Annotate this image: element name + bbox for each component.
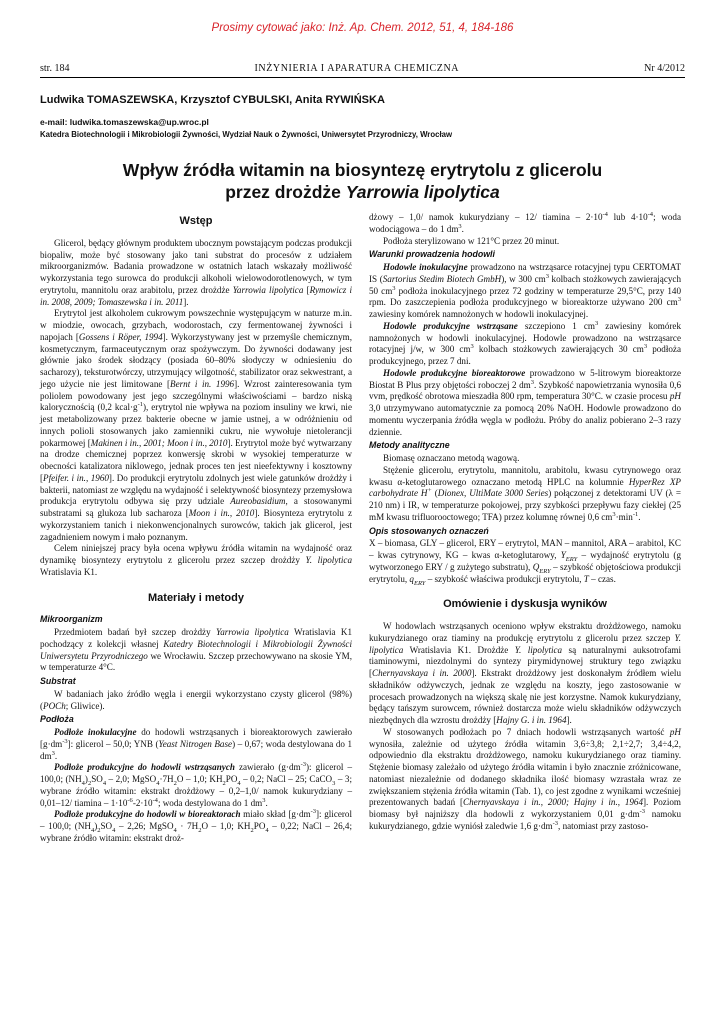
left-column bbox=[40, 212, 352, 845]
running-header bbox=[40, 63, 685, 74]
symbols-paragraph: X – biomasa, GLY – glicerol, ERY – erytrytol, MAN – mannitol, ARA – arabitol, KC – kwas cytrynowy, KG – kwas α-ketoglutarowy, $Y_{ERY}$ – wydajność erytrytolu (g wytworzonego ERY / g zużytego substratu), $Q_{ERY}$ – szybkość objętościowa produkcji erytrytolu, $q_{ERY}$ – szybkość właściwa produkcji erytrytolu, T – czas. bbox=[369, 538, 682, 587]
intro-paragraph-3: Celem niniejszej pracy była ocena wpływu źródła witamin na wydajność oraz dynamikę biosyntezy erytrytolu z glicerolu przez szczep drożdży Y. lipolytica Wratislavia K1. bbox=[40, 543, 352, 577]
media-paragraph-3-continued: dżowy – 1,0/ namok kukurydziany – 12/ $tiamina - 2\cdot 10^{-4}$ lub $4\cdot 10^{-4}$; woda wodociągowa – do 1 $dm^3$. bbox=[369, 210, 681, 234]
subheading-media: Podłoża bbox=[40, 714, 74, 725]
affiliation: Katedra Biotechnologii i Mikrobiologii Żywności, Wydział Nauk o Żywności, Uniwersytet Przyrodniczy, Wrocław bbox=[40, 130, 453, 139]
journal-name: INŻYNIERIA I APARATURA CHEMICZNA bbox=[254, 63, 460, 74]
section-heading-results: Omówienie i dyskusja wyników bbox=[443, 598, 607, 611]
analytical-paragraph-1: Biomasę oznaczano metodą wagową. bbox=[383, 453, 520, 463]
results-paragraph-2: W stosowanych podłożach po 7 dniach hodowli wstrząsanych wartość pH wynosiła, zależnie od użytego źródła witamin 3,6÷3,8; 2,1÷2,7; 3,4÷4,2, odpowiednio dla ekstraktu drożdżowego, namoku kukurydzianego oraz tiaminy. Stężenie biomasy zależało od użytego źródła witamin i było znacznie zróżnicowane, natomiast niezależnie od dodanego składnika ilość biomasy wzrastała wraz ze zwiększaniem stężenia źródła witamin (Tab. 1), co jest zgodne z wynikami wcześniej prezentowanych badań [Chernyavskaya i in., 2000; Hajny i in., 1964]. Poziom biomasy był najniższy dla hodowli z wykorzystaniem 0,01 $g\cdot dm^{-3}$ namoku kukurydzianego, gdzie wyniósł zaledwie 1,6 $g\cdot dm^{-3}$, natomiast przy zastoso- bbox=[369, 726, 681, 831]
subheading-analytical: Metody analityczne bbox=[369, 440, 450, 451]
citation-note: Prosimy cytować jako: Inż. Ap. Chem. 2012, 51, 4, 184-186 bbox=[211, 22, 514, 34]
section-heading-intro: Wstęp bbox=[179, 215, 213, 227]
header-rule bbox=[40, 77, 685, 78]
subheading-microorganism: Mikroorganizm bbox=[40, 614, 103, 625]
analytical-paragraph-2: Stężenie glicerolu, erytrytolu, mannitolu, arabitolu, kwasu cytrynowego oraz kwasu α-ketoglutarowego oznaczano metodą HPLC na kolumnie HyperRez XP carbohydrate H+ (Dionex, UltiMate 3000 Series) połączonej z detektorami UV (λ = 210 nm) i IR, w temperaturze pokojowej, przy szybkości przepływu fazy ciekłej (25 mM kwasu trifluorooctowego; TFA) przez kolumnę równej 0,6 $cm^3\cdot\min^{-1}$. bbox=[369, 464, 681, 522]
paper-title bbox=[40, 159, 685, 203]
microorganism-paragraph: Przedmiotem badań był szczep drożdży Yarrowia lipolytica Wratislavia K1 pochodzący z kolekcji własnej Katedry Biotechnologii i Mikrobiologii Żywności Uniwersytetu Przyrodniczego we Wrocławiu. Szczep przechowywano na skosie YM, w temperaturze 4°C. bbox=[40, 627, 353, 673]
page-number: str. 184 bbox=[40, 63, 70, 74]
subheading-cultivation: Warunki prowadzenia hodowli bbox=[369, 249, 495, 260]
section-heading-methods: Materiały i metody bbox=[148, 591, 244, 604]
media-paragraph-3: Podłoże produkcyjne do hodowli w bioreaktorach miało skład $[g\cdot dm^{-3}]$: glicerol – 100,0; $(NH_4)_2SO_4 - 2,26$; MgSO$_4$ · $7H_2O - 1,0$; $KH_2PO_4 - 0,22$; NaCl – 26,4; wybrane źródło witamin: ekstrakt droż- bbox=[40, 808, 353, 843]
email: e-mail: ludwika.tomaszewska@up.wroc.pl bbox=[40, 117, 209, 127]
authors: Ludwika TOMASZEWSKA, Krzysztof CYBULSKI, Anita RYWIŃSKA bbox=[40, 94, 385, 106]
intro-paragraph-1: Glicerol, będący głównym produktem ubocznym powstającym podczas produkcji biopaliw, może być stosowany jako tani substrat do procesów z udziałem mikroorganizmów. Badania prowadzone w ostatnich latach wskazały możliwość wykorzystania tego surowca do produkcji alkoholi wielowodorotlenowych, w tym erytrytolu, mannitolu oraz arabitolu, przez drożdże Yarrowia lipolytica [Rymowicz i in. 2008, 2009; Tomaszewska i in. 2011]. bbox=[40, 237, 352, 307]
issue-number: Nr 4/2012 bbox=[644, 63, 685, 74]
substrate-paragraph: W badaniach jako źródło węgla i energii wykorzystano czysty glicerol (98%) (POCh; Gliwice). bbox=[40, 688, 352, 711]
title-line-2 bbox=[40, 181, 685, 203]
results-paragraph-1: W hodowlach wstrząsanych oceniono wpływ ekstraktu drożdżowego, namoku kukurydzianego oraz tiaminy na produkcję erytrytolu z glicerolu przez szczep Y. lipolytica Wratislavia K1. Drożdże Y. lipolytica są naturalnymi auksotrofami tiaminowymi, niezdolnymi do syntezy pirymidynowej struktury tego związku [Chernyavskaya i in. 2000]. Ekstrakt drożdżowy jest doskonałym źródłem wielu składników odżywczych, jednak ze względu na koszty, jego zastosowanie w procesach prowadzonych na większą skalę nie jest korzystne. Namok kukurydziany, będący tańszym surowcem, również dostarcza może wielu składników odżywczych niezbędnych dla wzrostu drożdży [Hajny G. i in. 1964]. bbox=[369, 621, 681, 725]
cultivation-paragraph-2: Hodowle produkcyjne wstrząsane szczepiono 1 $cm^3$ zawiesiny komórek namnożonych w hodowli inokulacyjnej. Hodowle prowadzono na wstrząsarce rotacyjnej j/w, w 300 $cm^3$ kolbach stożkowych zawierających 30 $cm^3$ podłoża produkcyjnego, przez 7 dni. bbox=[369, 319, 682, 366]
media-paragraph-1: Podłoże inokulacyjne do hodowli wstrząsanych i bioreaktorowych zawierało $[g\cdot dm^{-3}]$: glicerol – 50,0; YNB (Yeast Nitrogen Base) – 0,67; woda destylowana do 1 $dm^3$. bbox=[40, 727, 352, 761]
sterilization-paragraph: Podłoża sterylizowano w 121°C przez 20 minut. bbox=[383, 235, 560, 246]
title-species: Yarrowia lipolytica bbox=[345, 182, 500, 202]
intro-paragraph-2: Erytrytol jest alkoholem cukrowym powszechnie występującym w naturze m.in. w miodzie, owocach, grzybach, wodorostach, czy fermentowanej żywności i napojach [Gossens i Röper, 1994]. Wykorzystywany jest w przemyśle chemicznym, kosmetycznym, farmaceutycznym oraz spożywczym. Do żywności dodawany jest głównie jako środek słodzący (posiada 60–80% słodyczy w odniesieniu do sacharozy), teksturotwórczy, utrzymujący wilgotność, stabilizator oraz sekwestrant, a jego użycie nie jest limitowane [Bernt i in. 1996]. Wzrost zainteresowania tym poliolem powodowany jest jego szczególnymi właściwościami – bardzo niską kalorycznością (0,2 $kcal\cdot g^{-1}$), erytrytol nie wpływa na poziom insuliny we krwi, nie jest metabolizowany przez bakterie obecne w jamie ustnej, a w odróżnieniu od innych polioli stosowanych jako zamienniki cukru, nie wywołuje nietolerancji pokarmowej [Makinen i in., 2001; Moon i in., 2010]. Erytrytol może być wytwarzany na drodze chemicznej poprzez konwersję skrobi w wysokiej temperaturze w obecności katalizatora niklowego, jednak proces ten jest nieefektywny i kosztowny [Pfeifer. i in., 1960]. Do produkcji erytrytolu zdolnych jest wiele gatunków drożdży i bakterii, natomiast ze względu na wydajność i selektywność biosyntezy przemysłowa produkcja erytrytolu odbywa się przy udziale Aureobasidium, a stosowanymi substratami są glukoza lub sacharoza [Moon i in., 2010]. Biosynteza erytrytolu z wykorzystaniem tanich i niekonwencjonalnych surowców, takich jak glicerol, jest zagadnieniem nowym i mało poznanym. bbox=[40, 308, 353, 542]
cultivation-paragraph-3: Hodowle produkcyjne bioreaktorowe prowadzono w 5-litrowym bioreaktorze Biostat B Plus przy objętości roboczej 2 $dm^3$. Szybkość napowietrzania wynosiła 0,6 vvm, prędkość obrotowa mieszadła 800 rpm, temperatura 30°C. w czasie procesu pH 3,0 utrzymywano automatycznie za pomocą 20% NaOH. Hodowle prowadzono do momentu wyczerpania źródła węgla w podłożu. Próby do analiz pobierano 2–3 razy dziennie. bbox=[369, 367, 681, 437]
right-column bbox=[369, 212, 681, 833]
media-paragraph-2: Podłoże produkcyjne do hodowli wstrząsanych zawierało $(g\cdot dm^{-3})$: glicerol – 100,0; $(NH_4)_2SO_4 - 2,0$; $MgSO_4\cdot 7H_2O - 1,0$; $KH_2PO_4 - 0,2$; NaCl – 25; CaCO$_3$ – 3; wybrane źródło witamin: ekstrakt drożdżowy – 0,2–1,0/ namok kukurydziany – 0,01–12/ $tiamina - 1\cdot 10^{-6}-2\cdot 10^{-4}$; woda destylowana do 1 $dm^3$. bbox=[40, 761, 352, 808]
subheading-substrate: Substrat bbox=[40, 676, 76, 686]
title-line-1: Wpływ źródła witamin na biosyntezę erytrytolu z glicerolu bbox=[122, 160, 603, 180]
title-prefix: przez drożdże bbox=[225, 182, 346, 202]
subheading-symbols: Opis stosowanych oznaczeń bbox=[369, 525, 489, 536]
cultivation-paragraph-1: Hodowle inokulacyjne prowadzono na wstrząsarce rotacyjnej typu CERTOMAT IS (Sartorius Stedim Biotech GmbH), w 300 $cm^3$ kolbach stożkowych zawierających 50 $cm^3$ podłoża inokulacyjnego przez 72 godziny w temperaturze 29,5°C, przy 140 rpm. Do zaszczepienia podłoża produkcyjnego w bioreaktorze używano 200 $cm^3$ zawiesiny komórek namnożonych w hodowli inokulacyjnej. bbox=[369, 262, 682, 319]
